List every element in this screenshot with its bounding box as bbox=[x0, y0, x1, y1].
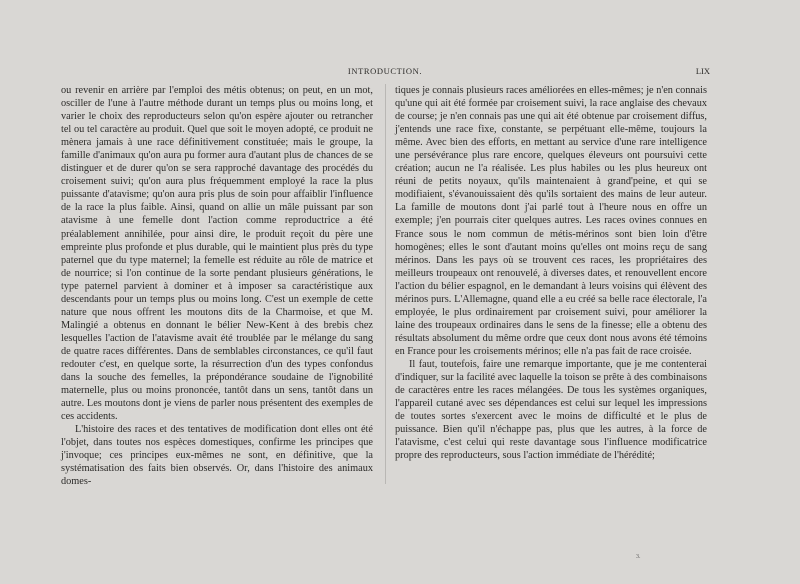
paragraph: Il faut, toutefois, faire une remarque importante, que je me contenterai d'indiquer, sur la facilité avec laquelle la toison se prête à des combinaisons de caractères entre les races mélangées. De tous les systèmes organiques, l'appareil cutané avec ses dépendances est celui sur lequel les impressions de toutes sortes s'exercent avec le moins de difficulté et le plus de puissance. Bien qu'il n'échappe pas, plus que les autres, à la force de l'atavisme, c'est celui qui reste davantage sous l'influence modificatrice propre des reproducteurs, sous l'action immédiate de l'hérédité; bbox=[395, 358, 707, 462]
left-column bbox=[61, 84, 373, 488]
column-divider bbox=[385, 84, 386, 484]
page-number: LIX bbox=[695, 66, 710, 76]
running-head: INTRODUCTION. bbox=[347, 66, 423, 76]
paragraph: L'histoire des races et des tentatives de modification dont elles ont été l'objet, dans toutes nos espèces domestiques, confirme les principes que j'invoque; ces principes eux-mêmes ne sont, en définitive, que la systématisation des faits bien observés. Or, dans l'histoire des animaux domes- bbox=[61, 424, 373, 488]
paragraph: ou revenir en arrière par l'emploi des métis obtenus; on peut, en un mot, osciller de l'une à l'autre méthode durant un temps plus ou moins long, et varier le choix des reproducteurs selon qu'on espère ajouter ou retrancher tel ou tel caractère au produit. Quel que soit le moyen adopté, ce produit ne mènera jamais à une race définitivement constituée; mais le groupe, la famille d'animaux qu'on aura pu former aura d'autant plus de chances de se distinguer et de durer qu'on se sera rapproché davantage des procédés du croisement suivi; qu'on aura plus fréquemment employé la race la plus puissante d'atavisme; qu'on aura pris plus de soin pour affaiblir l'influence de la race la plus faible. Ainsi, quand on allie un mâle puissant par son atavisme à une femelle dont l'action comme reproductrice a été préalablement annihilée, pour ainsi dire, le produit reçoit du père une empreinte plus profonde et plus durable, qui le maintient plus près du type paternel que du type maternel; la femelle est réduite au rôle de matrice et de nourrice; si l'on continue de la sorte pendant plusieurs générations, le type paternel parvient à dominer et à imposer sa caractéristique aux descendants pour un temps plus ou moins long. C'est un exemple de cette nature que nous offrent les moutons dits de la Charmoise, et que M. Malingié a obtenus en donnant le bélier New-Kent à des brebis chez lesquelles l'action de l'atavisme avait été troublée par le mélange du sang de quatre races différentes. Dans de semblables circonstances, ce qu'il faut redouter c'est, en quelque sorte, la résurrection d'un des types confondus dans la souche des femelles, la prépondérance soudaine de l'ignobilité maternelle, plus ou moins prononcée, tantôt dans un sens, tantôt dans un autre. Les moutons dont je viens de parler nous présentent des exemples de ces accidents. bbox=[61, 85, 373, 423]
right-column bbox=[395, 84, 707, 462]
signature-mark: 3. bbox=[636, 554, 641, 560]
paragraph: tiques je connais plusieurs races améliorées en elles-mêmes; je n'en connais qu'une qui ait été formée par croisement suivi, la race anglaise des chevaux de course; je n'en connais pas une qui ait été obtenue par croisement diffus, j'entends une race fixe, constante, se perpétuant elle-même, toujours la même. Avec bien des efforts, en mettant au service d'une rare intelligence une persévérance plus rare encore, quelques éleveurs ont poursuivi cette création; aucun ne l'a réalisée. Les plus habiles ou les plus heureux ont réuni de petits noyaux, qu'ils maintenaient à grand'peine, et qui se modifiaient, s'évanouissaient dès qu'ils sortaient des mains de leur auteur. La famille de moutons dont j'ai parlé tout à l'heure nous en offre un exemple; j'en pourrais citer quelques autres. Les races ovines connues en France sous le nom commun de métis-mérinos sont bien loin d'être homogènes; elles le sont d'autant moins qu'elles ont moins reçu de sang mérinos. Dans les pays où se trouvent ces races, les propriétaires des meilleurs troupeaux ont renouvelé, à diverses dates, et renouvellent encore l'action du bélier espagnol, en le demandant à leurs voisins qui élèvent des mérinos purs. L'Allemagne, quand elle a eu créé sa belle race électorale, l'a employée, le plus ordinairement par croisement suivi, pour améliorer la laine des troupeaux ordinaires dans le sens de la finesse; elle a obtenu des résultats absolument du même ordre que ceux dont nous avons été témoins en France pour les croisements mérinos; elle n'a pas fait de race croisée. bbox=[395, 85, 707, 357]
